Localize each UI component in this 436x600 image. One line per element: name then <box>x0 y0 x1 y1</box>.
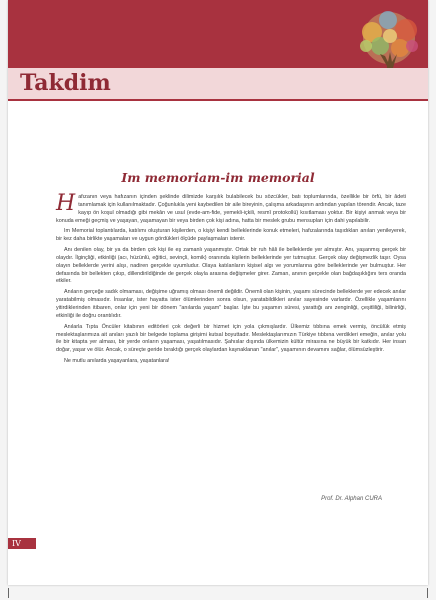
author-signature: Prof. Dr. Alphan CURA <box>321 496 382 502</box>
article-body <box>56 191 406 369</box>
paragraph-3: Anı denilen olay, bir ya da birden çok kişi ile eş zamanlı yaşanmıştır. Ortak bir ruh hâli ile belleklerde yer almıştır. Anı, yaşanmış gerçek bir olaydır. İlginçliği, etkinliği (acı, hüzünlü, eğitici, sevinçli, komik) oranında kişilerin belleklerinde yer tutmuştur. Gerçek olay değişmezlik taşır. Oysa olayın belleklerde yerini alışı, nadiren gerçekle uyumludur. Olaya katılanların kişisel algı ve yorumlarına göre belleklerinde yer bulmuştur. Her defasında bir bellekten çıkıp, dillendirildiğinde de gerçek olayla arasına değişmeler girer. Zaman, anının gerçekle olan bağdaşıklığını ters oranda etkiler. <box>56 247 406 285</box>
paragraph-1 <box>56 191 406 225</box>
paragraph-1-text: afızanın veya hafızanın içinden şeklinde dilimizde karşılık bulabilecek bu sözcükler, batı toplumlarında, özellikle bir örfü, bir âdeti tanımlamak için kullanılmaktadır. Çoğunlukla yeni kaybedilen bir aile bireyinin, çalışma arkadaşının ardından yapılan törendir. Ancak, taze kayıp ön koşul olmadığı gibi mekân ve usul (evde-am-fide, yemekli-içkili, resmî protokollü) kısıtlaması yoktur. Bir kişiyi anmak veya bir konuda emeği geçmiş ve yaşayan, yaşamayan bir veya birden çok kişi adına, hatta bir meslek grubu mensupları için dahi yapılabilir. <box>56 194 406 224</box>
crop-mark-bottom-right <box>427 588 428 598</box>
paragraph-4: Anıların gerçeğe sadık olmaması, değişime uğramış olması önemli değildir. Önemli olan kişinin, yaşamı sürecinde belleklerde yer edecek anılar yaratabilmiş olmasıdır. İnsanlar, ister hayatta ister ölümlerinden sonra olsun, yaratabildikleri anılar sayesinde varlardır. Özellikle yaşamlarını yitirdiklerinden itibaren, onlar için yeni bir dönem "anılarda yaşam" başlar. İşte bu yaşamın süresi, yarattığı anı zenginliği, çeşitliliği, bilinirliği, etkinliği ile doğru orantılıdır. <box>56 289 406 319</box>
crop-mark-bottom-left <box>8 588 9 598</box>
paragraph-6: Ne mutlu anılarda yaşayanlara, yaşatanlara! <box>64 358 170 365</box>
article-subtitle: Im memoriam-im memorial <box>121 170 315 185</box>
title-divider <box>8 99 428 101</box>
paragraph-2: Im Memorial toplantılarda, katılımı oluşturan kişilerden, o kişiyi kendi belleklerinde konuk etmeleri, hafızalarında taşıdıkları anıları yenileyerek, bir kez daha birlikte yaşamaları ve uygun gördükleri ölçüde paylaşmaları istenir. <box>56 228 406 243</box>
tree-canopy <box>360 11 418 64</box>
page-number: IV <box>12 539 21 548</box>
paragraph-5: Anılarla Tıpta Öncüler kitabının editörleri çok değerli bir hizmet için yola çıkmışlardır. Ülkemiz tıbbına emek vermiş, öncülük etmiş meslektaşlarımıza ait anıları yazılı bir belgede toplama girişimi kutsal boyuttadır. Meslektaşlarımızın Türkiye tıbbına verdikleri emeğin, anılar yolu ile bir kitapta yer alması, bir yerde onların yaşaması, yaşatılmasıdır. Şahıslar dışında ülkemizin kültür mirasına ne büyük bir katkıdır. Her insan doğar, yaşar ve ölür. Ancak, o süreçte geride bıraktığı gerçek olaylardan kaynaklanan "anılar", yaşamının devamını sağlar, ölümsüzleştirir. <box>56 323 406 354</box>
page-title: Takdim <box>20 70 111 96</box>
document-page <box>8 0 428 585</box>
drop-cap: H <box>56 191 76 216</box>
